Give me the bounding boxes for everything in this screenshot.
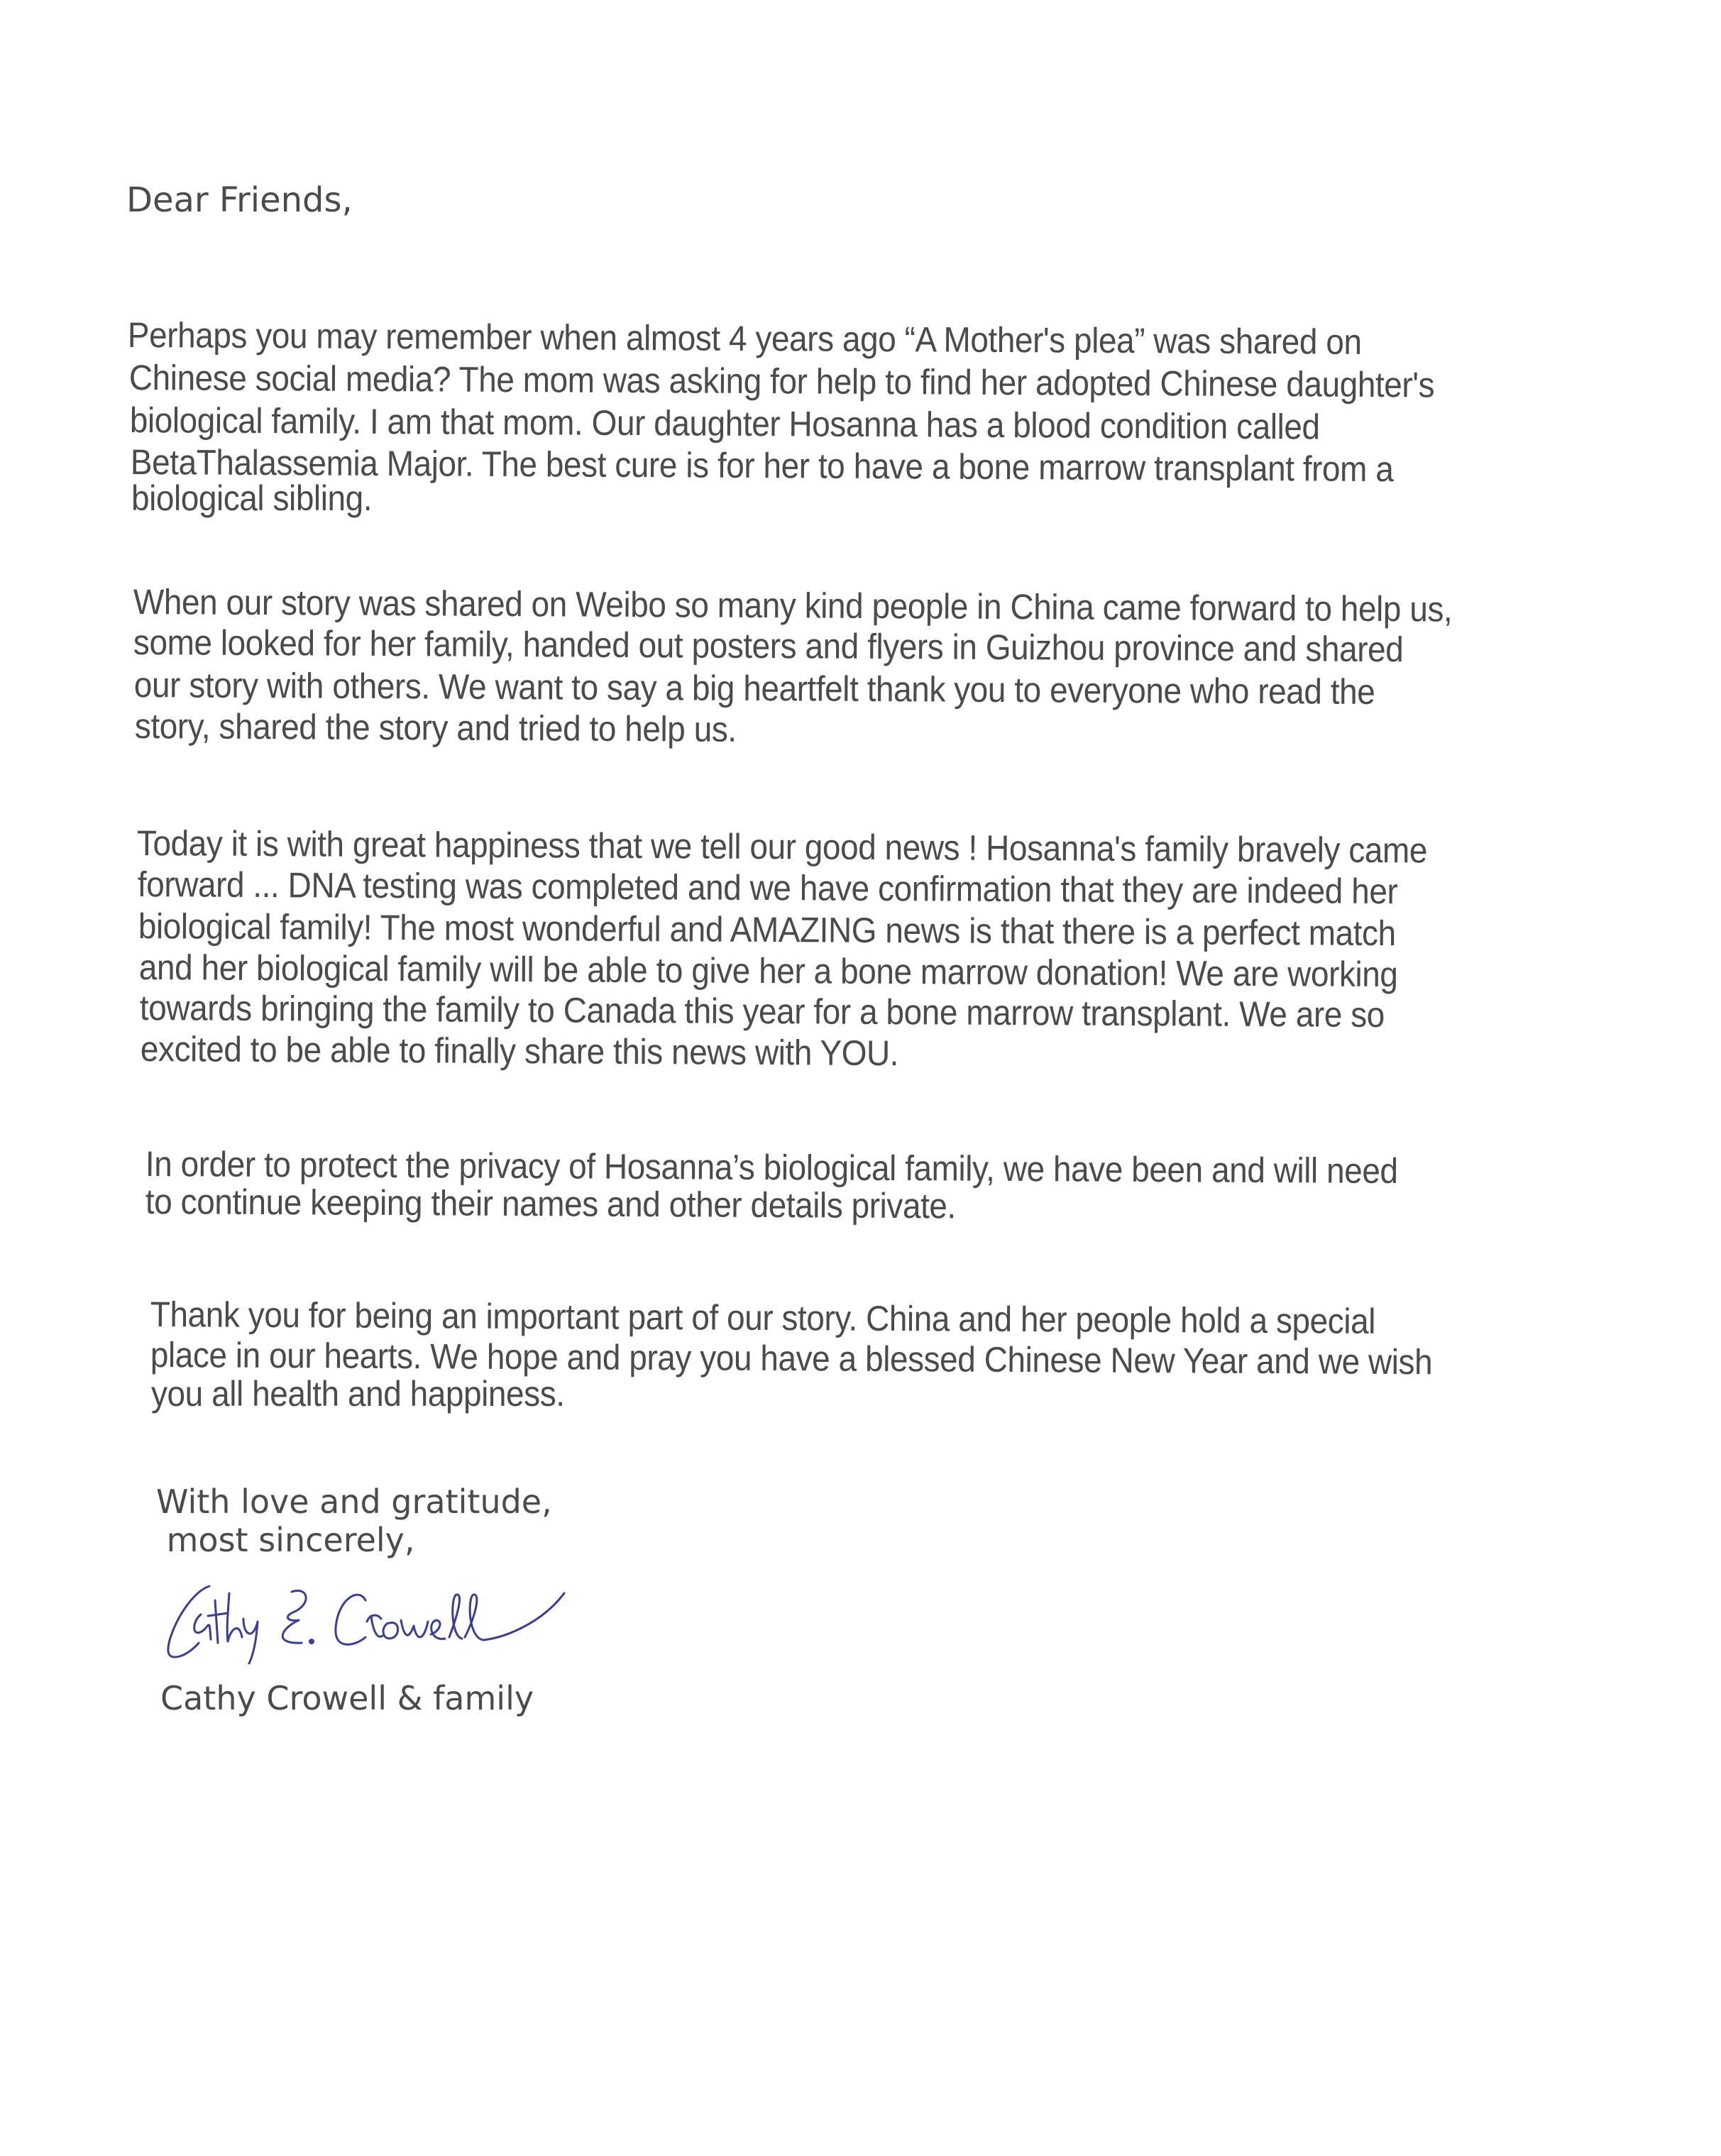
paragraph-line: biological sibling. bbox=[131, 478, 373, 518]
paragraph-line: towards bringing the family to Canada this year for a bone marrow transplant. We are so bbox=[139, 988, 1385, 1035]
paragraph-line: Today it is with great happiness that we tell our good news ! Hosanna's family bravely came bbox=[136, 823, 1428, 871]
paragraph-line: story, shared the story and tried to help us. bbox=[134, 706, 737, 749]
closing-line: With love and gratitude, bbox=[156, 1483, 552, 1521]
paragraph-line: excited to be able to finally share this news with YOU. bbox=[140, 1029, 899, 1074]
paragraph-line: When our story was shared on Weibo so many kind people in China came forward to help us, bbox=[133, 582, 1453, 629]
paragraph-line: to continue keeping their names and other details private. bbox=[145, 1182, 956, 1226]
closing-line: most sincerely, bbox=[156, 1521, 415, 1559]
paragraph-line: In order to protect the privacy of Hosanna’s biological family, we have been and will need bbox=[145, 1144, 1398, 1192]
paragraph-line: you all health and happiness. bbox=[151, 1374, 565, 1414]
paragraph-line: biological family! The most wonderful and AMAZING news is that there is a perfect match bbox=[138, 906, 1396, 954]
signature bbox=[160, 1572, 585, 1664]
paragraph-line: BetaThalassemia Major. The best cure is for her to have a bone marrow transplant from a bbox=[130, 442, 1394, 490]
greeting: Dear Friends, bbox=[126, 180, 353, 220]
paragraph-line: and her biological family will be able to give her a bone marrow donation! We are working bbox=[138, 947, 1398, 995]
paragraph-line: biological family. I am that mom. Our daughter Hosanna has a blood condition called bbox=[129, 400, 1320, 447]
paragraph-line: Perhaps you may remember when almost 4 years ago “A Mother's plea” was shared on bbox=[127, 315, 1362, 362]
paragraph-line: forward ... DNA testing was completed and we have confirmation that they are indeed her bbox=[137, 864, 1398, 912]
paragraph-line: Chinese social media? The mom was asking for help to find her adopted Chinese daughter's bbox=[128, 358, 1435, 405]
signoff-name: Cathy Crowell & family bbox=[160, 1679, 534, 1717]
paragraph-line: some looked for her family, handed out posters and flyers in Guizhou province and shared bbox=[133, 622, 1404, 670]
paragraph-line: place in our hearts. We hope and pray you have a blessed Chinese New Year and we wish bbox=[150, 1335, 1433, 1382]
paragraph-line: our story with others. We want to say a big heartfelt thank you to everyone who read the bbox=[133, 665, 1375, 712]
paragraph-line: Thank you for being an important part of our story. China and her people hold a special bbox=[150, 1294, 1376, 1341]
